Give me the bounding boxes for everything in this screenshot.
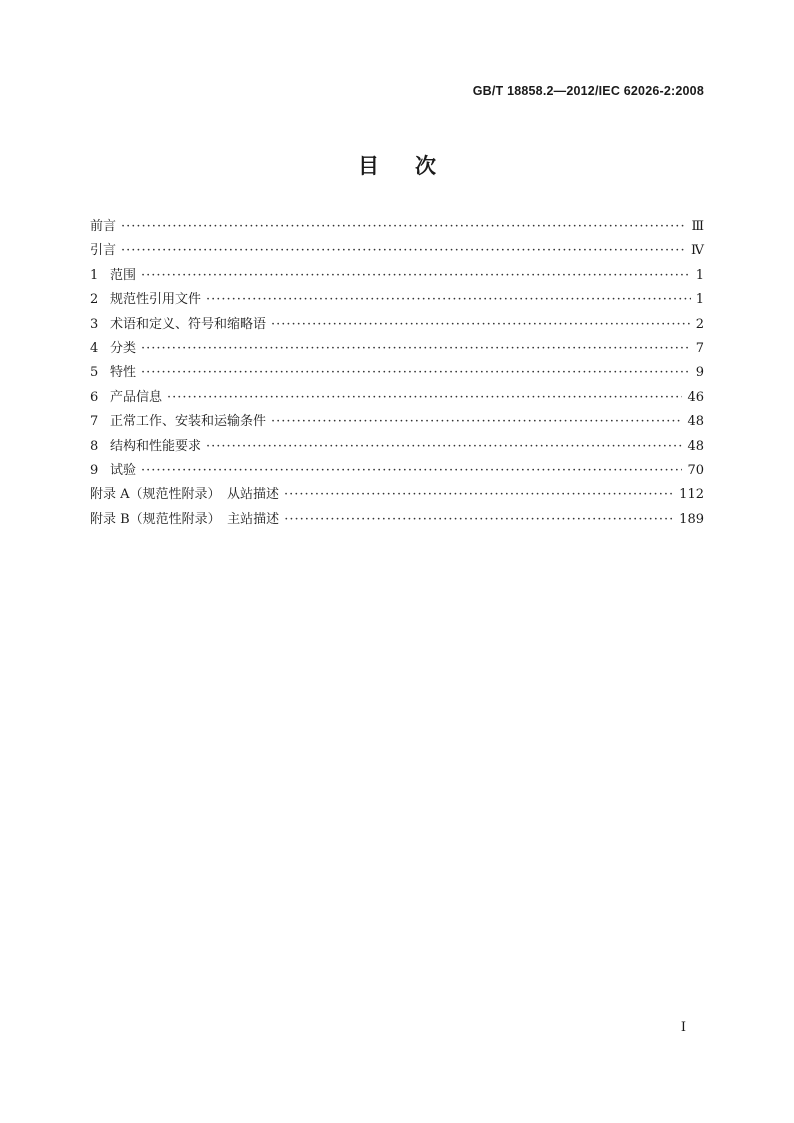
toc-entry[interactable]	[90, 337, 704, 361]
toc-entry[interactable]	[90, 386, 704, 410]
toc-entry-label	[90, 313, 266, 337]
toc-entry-label	[90, 337, 136, 361]
toc-entry[interactable]	[90, 288, 704, 312]
toc-entry-page: 7	[695, 340, 704, 356]
toc-entry-page: 70	[687, 462, 704, 478]
toc-entry-title: 特性	[110, 365, 137, 381]
toc-entry-page: 1	[695, 292, 704, 308]
toc-entry-title: 结构和性能要求	[110, 438, 202, 454]
toc-entry-title: 引言	[90, 243, 117, 259]
toc-entry-label	[90, 361, 136, 385]
toc-entry-number: 2	[90, 292, 99, 308]
toc-dot-leader	[271, 410, 682, 434]
toc-dot-leader	[284, 508, 674, 532]
toc-entry[interactable]	[90, 313, 704, 337]
toc-entry-number: 1	[90, 267, 99, 283]
page-title: 目次	[358, 153, 472, 178]
toc-entry[interactable]	[90, 410, 704, 434]
toc-entry[interactable]	[90, 435, 704, 459]
toc-entry-title: 试验	[110, 462, 137, 478]
toc-dot-leader	[141, 337, 691, 361]
toc-entry-title: 规范性引用文件	[110, 292, 202, 308]
toc-dot-leader	[141, 361, 691, 385]
toc-entry[interactable]	[90, 239, 704, 263]
toc-entry-title: 术语和定义、符号和缩略语	[110, 316, 267, 332]
toc-entry-label	[90, 264, 136, 288]
toc-dot-leader	[206, 288, 691, 312]
toc-entry[interactable]	[90, 215, 704, 239]
toc-entry-title: 正常工作、安装和运输条件	[110, 414, 267, 430]
toc-entry-label	[90, 459, 136, 483]
toc-entry-page: Ⅲ	[691, 219, 704, 234]
toc-entry-title: 附录 A（规范性附录） 从站描述	[90, 487, 280, 503]
toc-dot-leader	[121, 215, 686, 239]
toc-entry-page: 46	[687, 389, 704, 405]
toc-entry-label	[90, 410, 266, 434]
toc-entry-title: 范围	[110, 267, 137, 283]
toc-dot-leader	[141, 459, 682, 483]
toc-entry-label	[90, 508, 279, 532]
toc-entry-label	[90, 239, 116, 263]
toc-dot-leader	[271, 313, 691, 337]
toc-entry-number: 3	[90, 316, 99, 332]
toc-entry[interactable]	[90, 459, 704, 483]
toc-entry-title: 附录 B（规范性附录） 主站描述	[90, 511, 280, 527]
toc-entry-title: 分类	[110, 340, 137, 356]
toc-entry[interactable]	[90, 483, 704, 507]
toc-entry-number: 7	[90, 414, 99, 430]
toc-entry-page: 48	[687, 414, 704, 430]
toc-entry-page: 189	[679, 511, 704, 527]
toc-entry-number: 8	[90, 438, 99, 454]
toc-entry-page: 112	[679, 487, 704, 503]
toc-entry-title: 产品信息	[110, 389, 163, 405]
toc-entry-number: 5	[90, 365, 99, 381]
toc-dot-leader	[206, 435, 682, 459]
page-number: Ⅰ	[680, 1020, 686, 1035]
toc-dot-leader	[167, 386, 682, 410]
toc-entry[interactable]	[90, 361, 704, 385]
toc-entry-number: 9	[90, 462, 99, 478]
toc-entry-page: 2	[695, 316, 704, 332]
toc-entry-label	[90, 215, 116, 239]
standard-number-header: GB/T 18858.2—2012/IEC 62026-2:2008	[472, 84, 704, 98]
toc-entry-number: 6	[90, 389, 99, 405]
toc-dot-leader	[284, 483, 674, 507]
toc-entry-label	[90, 386, 162, 410]
toc-entry[interactable]	[90, 264, 704, 288]
toc-dot-leader	[121, 239, 686, 263]
toc-entry-page: 9	[695, 365, 704, 381]
toc-entry-label	[90, 483, 279, 507]
toc-entry-page: 1	[695, 267, 704, 283]
toc-dot-leader	[141, 264, 691, 288]
toc-entry[interactable]	[90, 508, 704, 532]
toc-entry-page: Ⅳ	[691, 243, 704, 259]
table-of-contents	[90, 215, 704, 532]
toc-entry-label	[90, 435, 201, 459]
toc-entry-title: 前言	[90, 219, 117, 234]
toc-entry-page: 48	[687, 438, 704, 454]
toc-entry-label	[90, 288, 201, 312]
toc-entry-number: 4	[90, 340, 99, 356]
